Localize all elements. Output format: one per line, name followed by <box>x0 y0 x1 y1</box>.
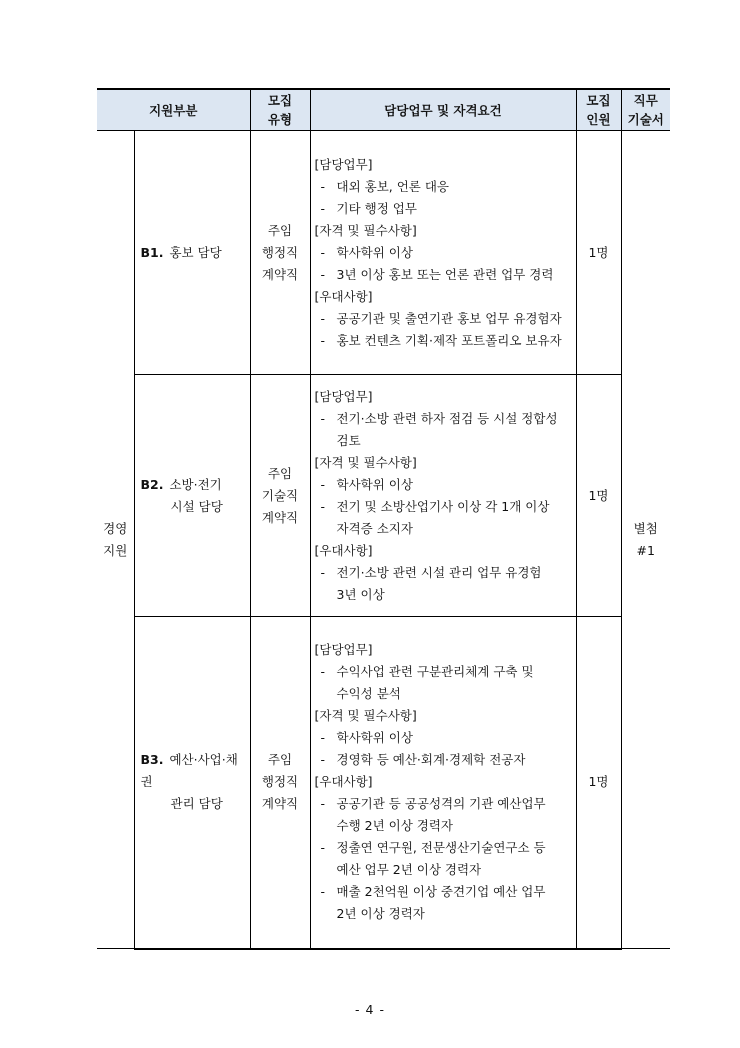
count-cell: 1명 <box>576 131 621 375</box>
part-code: B2. <box>140 476 164 492</box>
type-cell: 주임 행정직 계약직 <box>250 131 310 375</box>
count-cell: 1명 <box>576 375 621 617</box>
header-row <box>97 89 670 131</box>
duties-cell: [담당업무] - 전기·소방 관련 하자 점검 등 시설 정합성 검토 [자격 및 필수사항] - 학사학위 이상 - 전기 및 소방산업기사 이상 각 1개 이상 자격증 소지자 [우대사항] - 전기·소방 관련 시설 관리 업무 유경험 3년 이상 <box>310 375 576 617</box>
table-row <box>97 131 670 375</box>
group-cell: 경영 지원 <box>97 131 134 949</box>
part-name: 예산·사업·채권 <box>140 752 238 790</box>
header-type: 모집 유형 <box>250 89 310 131</box>
count-cell: 1명 <box>576 617 621 949</box>
part-code: B3. <box>140 752 164 768</box>
part-cell: B3. 예산·사업·채권 관리 담당 <box>134 617 250 949</box>
part-cell: B2. 소방·전기 시설 담당 <box>134 375 250 617</box>
statement-cell: 별첨 #1 <box>621 131 670 949</box>
duties-cell: [담당업무] - 수익사업 관련 구분관리체계 구축 및 수익성 분석 [자격 및 필수사항] - 학사학위 이상 - 경영학 등 예산·회계·경제학 전공자 [우대사항] - 공공기관 등 공공성격의 기관 예산업무 수행 2년 이상 경력자 - 정출연 연구원, 전문생산기술연구소 등 예산 업무 2년 이상 경력자 - 매출 2천억원 이상 중견기업 예산 업무 2년 이상 경력자 <box>310 617 576 949</box>
part-name: 홍보 담당 <box>169 244 222 260</box>
header-duties: 담당업무 및 자격요건 <box>310 89 576 131</box>
table-row <box>97 375 670 617</box>
duties-cell: [담당업무] - 대외 홍보, 언론 대응 - 기타 행정 업무 [자격 및 필수사항] - 학사학위 이상 - 3년 이상 홍보 또는 언론 관련 업무 경력 [우대사항] - 공공기관 및 출연기관 홍보 업무 유경험자 - 홍보 컨텐츠 기획·제작 포트폴리오 보유자 <box>310 131 576 375</box>
header-statement: 직무 기술서 <box>621 89 670 131</box>
header-part: 지원부분 <box>97 89 250 131</box>
part-cell <box>134 131 250 375</box>
header-count: 모집 인원 <box>576 89 621 131</box>
recruitment-table <box>97 88 670 950</box>
table-row <box>97 617 670 949</box>
type-cell: 주임 행정직 계약직 <box>250 617 310 949</box>
type-cell: 주임 기술직 계약직 <box>250 375 310 617</box>
page-number: - 4 - <box>355 1002 385 1017</box>
part-code: B1. <box>140 244 164 260</box>
part-name: 소방·전기 <box>169 476 222 492</box>
